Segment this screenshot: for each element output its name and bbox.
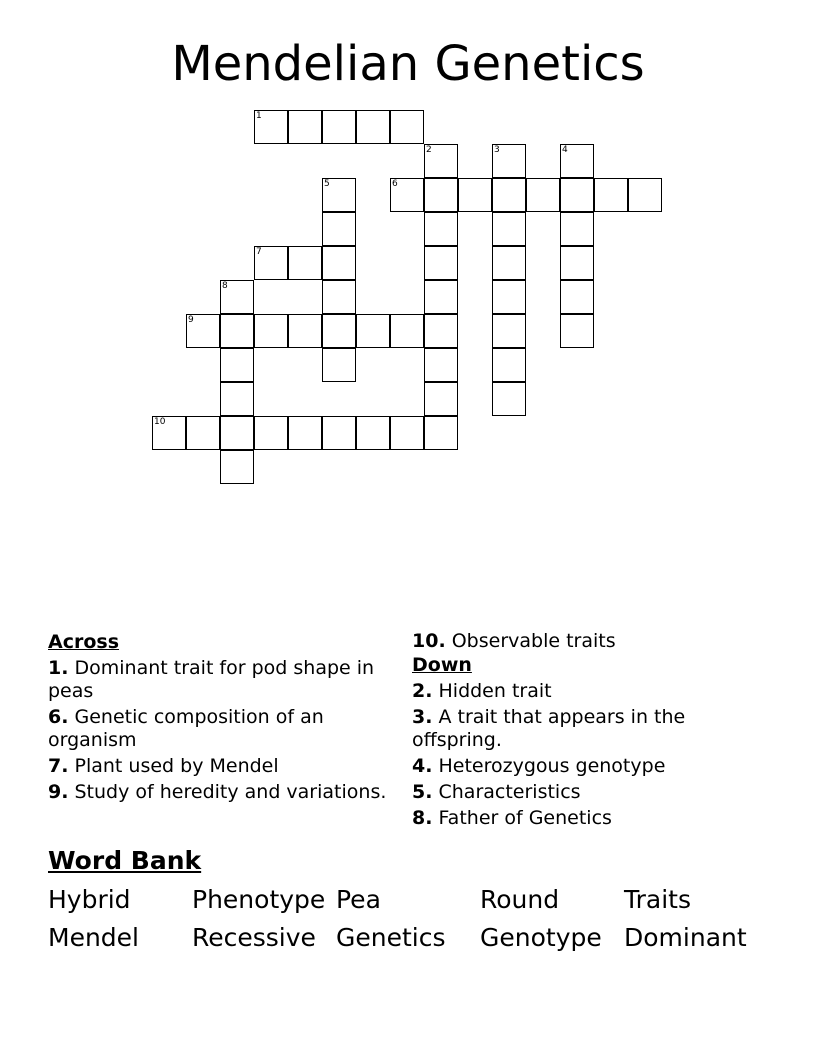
grid-cell[interactable] — [492, 280, 526, 314]
clue-text: Observable traits — [451, 630, 616, 652]
grid-cell[interactable] — [492, 314, 526, 348]
word-bank-item: Genotype — [480, 923, 602, 952]
clue-number: 4. — [412, 755, 433, 777]
grid-cell[interactable] — [322, 348, 356, 382]
clue-number: 8. — [412, 807, 433, 829]
word-bank-title: Word Bank — [48, 846, 202, 875]
clue-across-9 — [48, 781, 393, 804]
grid-cell[interactable] — [560, 246, 594, 280]
word-bank-item: Phenotype — [192, 885, 326, 914]
grid-cell[interactable] — [492, 246, 526, 280]
grid-cell[interactable] — [254, 246, 288, 280]
cell-number: 3 — [494, 145, 500, 155]
grid-cell[interactable] — [288, 246, 322, 280]
grid-cell[interactable] — [492, 382, 526, 416]
grid-cell[interactable] — [560, 280, 594, 314]
down-heading: Down — [412, 654, 472, 676]
grid-cell[interactable] — [220, 348, 254, 382]
across-heading: Across — [48, 631, 120, 653]
grid-cell[interactable] — [288, 416, 322, 450]
clue-across-10 — [412, 630, 732, 653]
grid-cell[interactable] — [288, 314, 322, 348]
grid-cell[interactable] — [322, 280, 356, 314]
cell-number: 5 — [324, 179, 330, 189]
word-bank-item: Genetics — [336, 923, 446, 952]
clue-text: Characteristics — [438, 781, 581, 803]
grid-cell[interactable] — [390, 416, 424, 450]
clue-number: 6. — [48, 706, 69, 728]
clue-number: 1. — [48, 657, 69, 679]
grid-cell[interactable] — [356, 314, 390, 348]
cell-number: 9 — [188, 315, 194, 325]
grid-cell[interactable] — [254, 110, 288, 144]
grid-cell[interactable] — [424, 280, 458, 314]
word-bank-item: Pea — [336, 885, 381, 914]
grid-cell[interactable] — [560, 212, 594, 246]
grid-cell[interactable] — [560, 314, 594, 348]
cell-number: 8 — [222, 281, 228, 291]
grid-cell[interactable] — [492, 348, 526, 382]
word-bank-item: Dominant — [624, 923, 747, 952]
grid-cell[interactable] — [220, 450, 254, 484]
clue-number: 2. — [412, 680, 433, 702]
grid-cell[interactable] — [424, 178, 458, 212]
grid-cell[interactable] — [424, 314, 458, 348]
clue-number: 10. — [412, 630, 446, 652]
grid-cell[interactable] — [220, 280, 254, 314]
grid-cell[interactable] — [322, 246, 356, 280]
cell-number: 1 — [256, 111, 262, 121]
clue-down-2 — [412, 680, 732, 703]
grid-cell[interactable] — [628, 178, 662, 212]
across-clues — [48, 630, 393, 804]
cell-number: 2 — [426, 145, 432, 155]
right-clues — [412, 630, 732, 830]
page-title: Mendelian Genetics — [171, 36, 645, 92]
grid-cell[interactable] — [458, 178, 492, 212]
grid-cell[interactable] — [560, 178, 594, 212]
grid-cell[interactable] — [220, 382, 254, 416]
grid-cell[interactable] — [560, 144, 594, 178]
grid-cell[interactable] — [220, 416, 254, 450]
grid-cell[interactable] — [288, 110, 322, 144]
grid-cell[interactable] — [492, 144, 526, 178]
grid-cell[interactable] — [322, 314, 356, 348]
grid-cell[interactable] — [356, 110, 390, 144]
clue-text: Plant used by Mendel — [74, 755, 279, 777]
cell-number: 4 — [562, 145, 568, 155]
grid-cell[interactable] — [322, 178, 356, 212]
grid-cell[interactable] — [492, 212, 526, 246]
grid-cell[interactable] — [424, 246, 458, 280]
grid-cell[interactable] — [424, 416, 458, 450]
clue-down-3 — [412, 706, 732, 752]
clue-text: A trait that appears in the offspring. — [412, 706, 686, 751]
grid-cell[interactable] — [390, 178, 424, 212]
clue-across-1 — [48, 657, 393, 703]
clue-down-8 — [412, 807, 732, 830]
word-bank-item: Round — [480, 885, 560, 914]
grid-cell[interactable] — [322, 416, 356, 450]
clue-text: Dominant trait for pod shape in peas — [48, 657, 375, 702]
clue-text: Study of heredity and variations. — [74, 781, 387, 803]
clue-number: 5. — [412, 781, 433, 803]
grid-cell[interactable] — [220, 314, 254, 348]
cell-number: 6 — [392, 179, 398, 189]
grid-cell[interactable] — [424, 382, 458, 416]
grid-cell[interactable] — [390, 110, 424, 144]
grid-cell[interactable] — [424, 212, 458, 246]
grid-cell[interactable] — [254, 314, 288, 348]
clue-text: Heterozygous genotype — [438, 755, 666, 777]
clue-across-6 — [48, 706, 393, 752]
grid-cell[interactable] — [356, 416, 390, 450]
clue-text: Father of Genetics — [438, 807, 612, 829]
clue-number: 7. — [48, 755, 69, 777]
cell-number: 10 — [154, 417, 166, 427]
grid-cell[interactable] — [322, 110, 356, 144]
grid-cell[interactable] — [186, 416, 220, 450]
word-bank — [48, 882, 768, 958]
clue-down-4 — [412, 755, 732, 778]
grid-cell[interactable] — [322, 212, 356, 246]
clue-across-7 — [48, 755, 393, 778]
grid-cell[interactable] — [526, 178, 560, 212]
grid-cell[interactable] — [424, 348, 458, 382]
clue-number: 9. — [48, 781, 69, 803]
word-bank-item: Traits — [624, 885, 691, 914]
grid-cell[interactable] — [186, 314, 220, 348]
clue-text: Genetic composition of an organism — [48, 706, 324, 751]
grid-cell[interactable] — [594, 178, 628, 212]
grid-cell[interactable] — [390, 314, 424, 348]
grid-cell[interactable] — [152, 416, 186, 450]
grid-cell[interactable] — [254, 416, 288, 450]
word-bank-item: Hybrid — [48, 885, 131, 914]
word-bank-item: Mendel — [48, 923, 139, 952]
cell-number: 7 — [256, 247, 262, 257]
clue-text: Hidden trait — [438, 680, 552, 702]
grid-cell[interactable] — [492, 178, 526, 212]
word-bank-item: Recessive — [192, 923, 316, 952]
clue-down-5 — [412, 781, 732, 804]
clue-number: 3. — [412, 706, 433, 728]
grid-cell[interactable] — [424, 144, 458, 178]
